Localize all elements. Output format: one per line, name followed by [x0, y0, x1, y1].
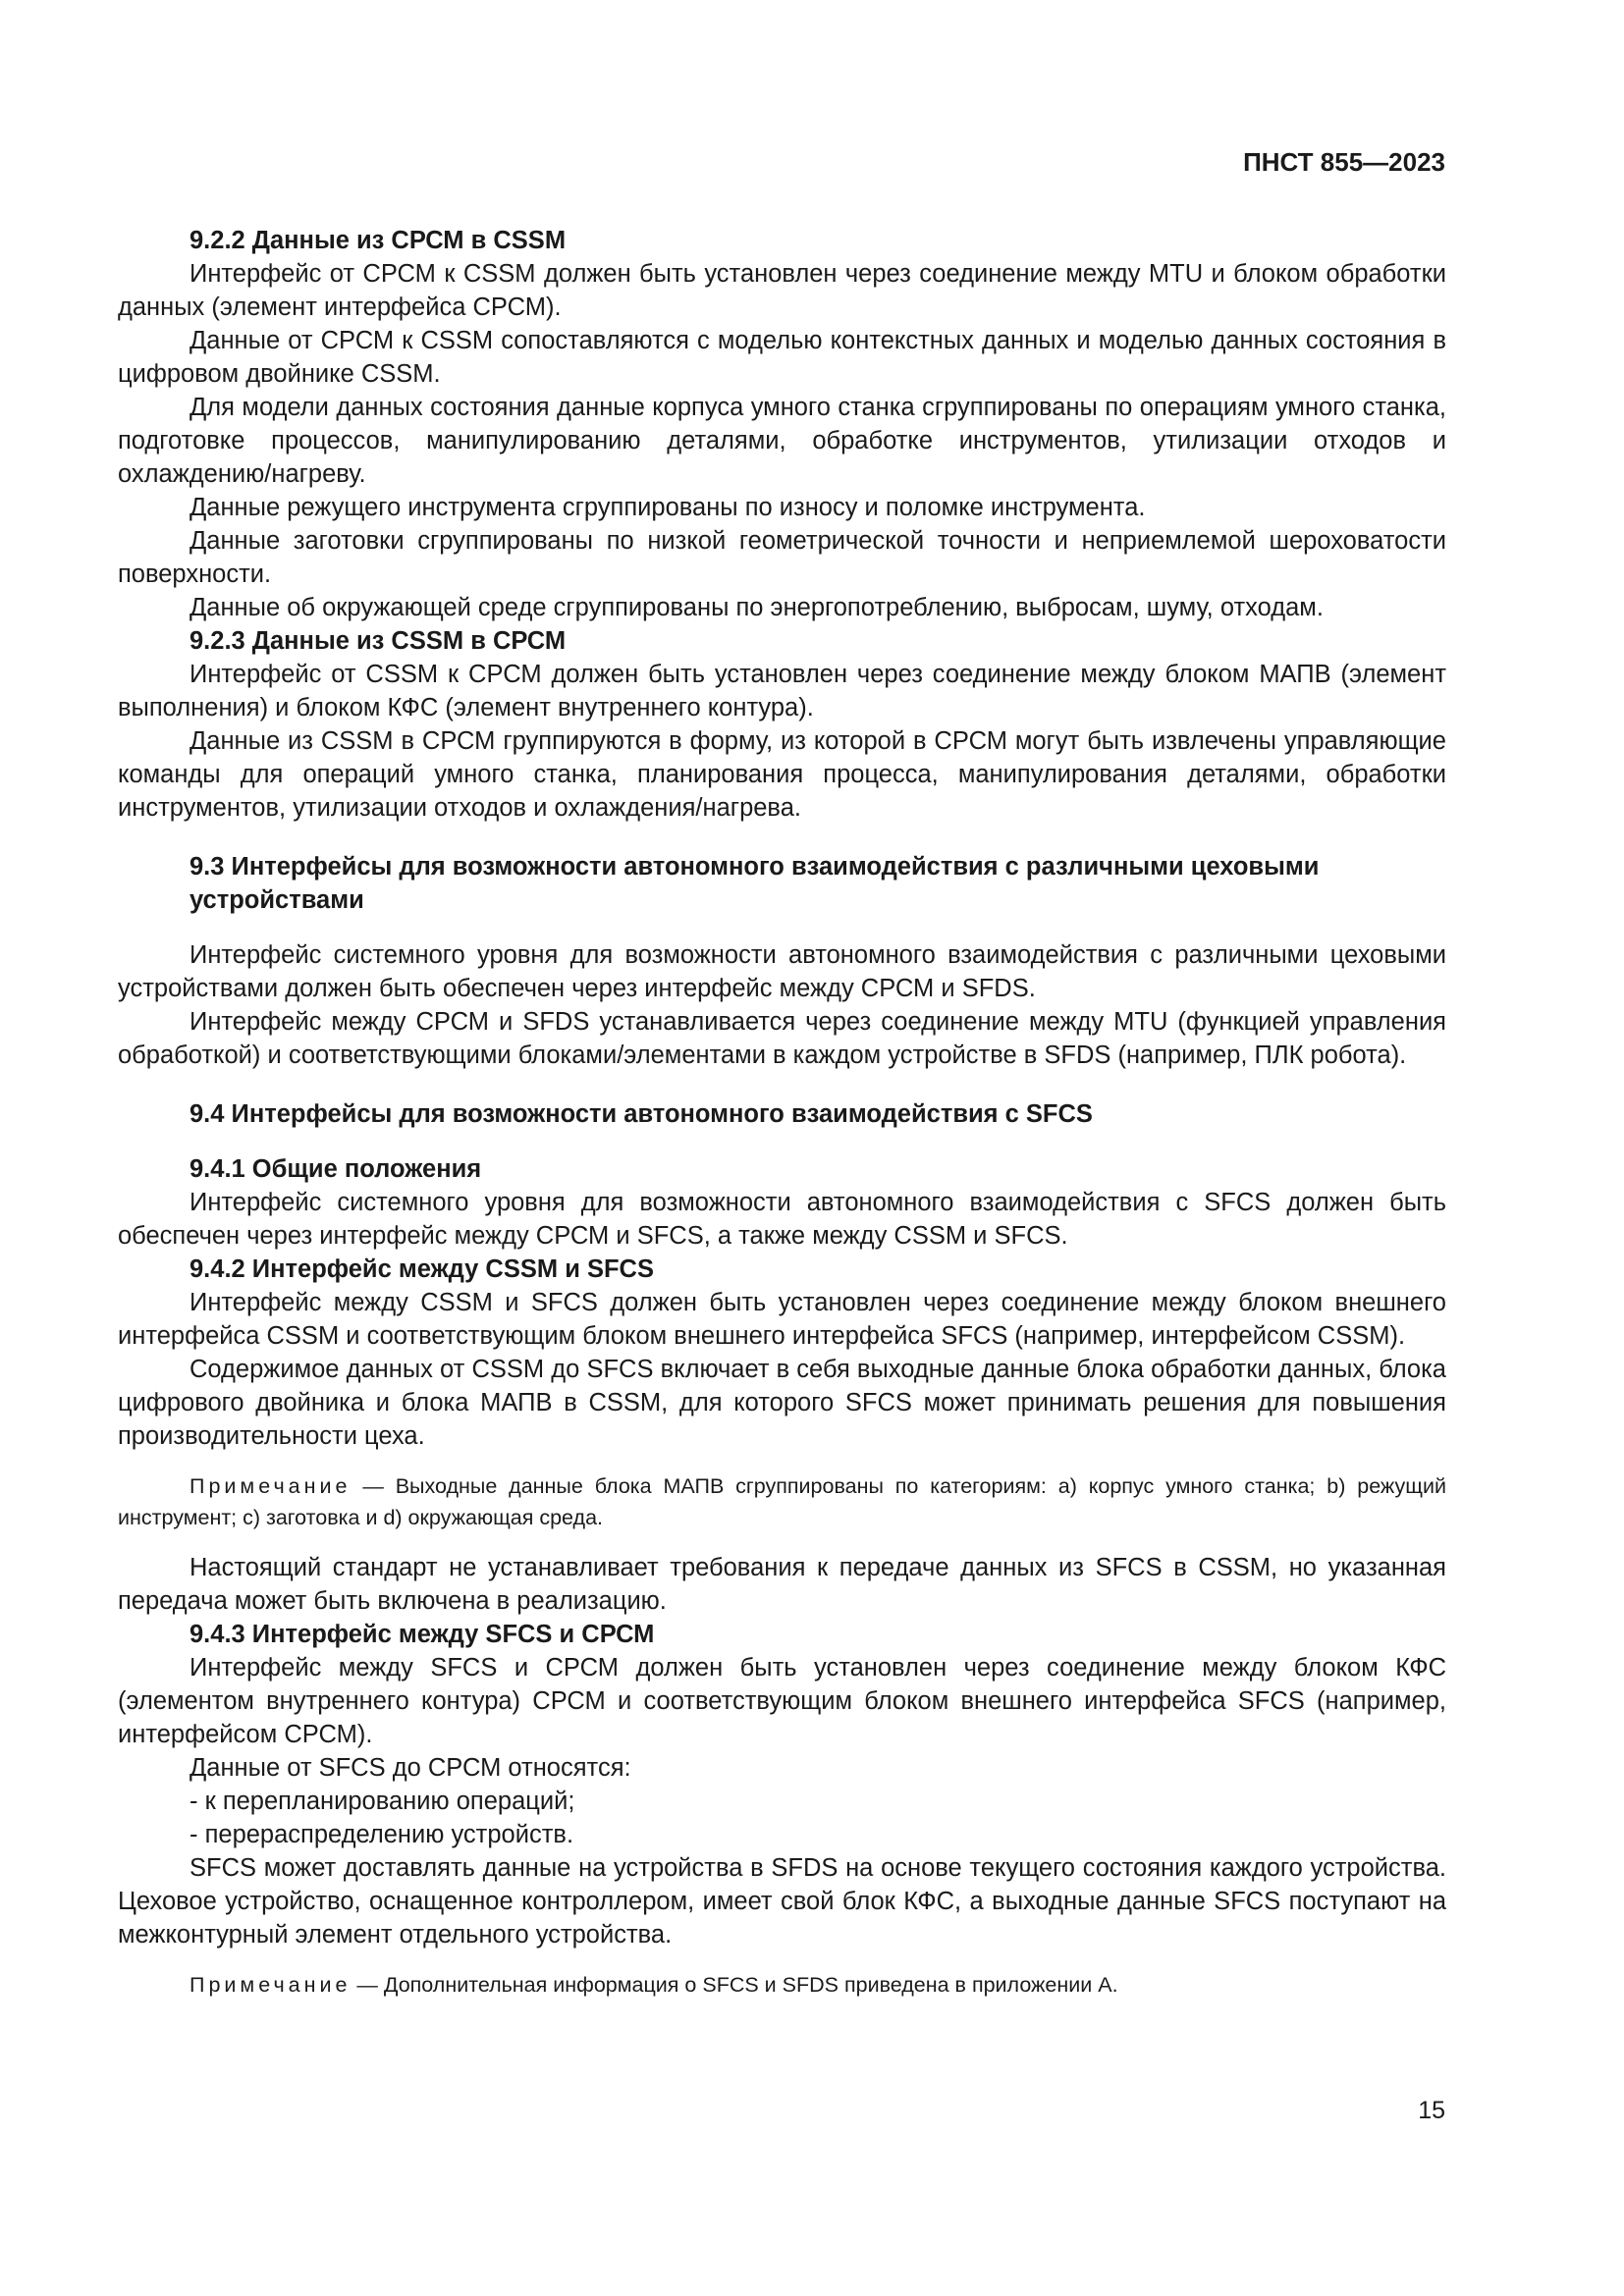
paragraph: Данные заготовки сгруппированы по низкой геометрической точности и неприемлемой шероховатости поверхности. — [118, 527, 1446, 588]
heading-9-4-3: 9.4.3 Интерфейс между SFCS и СРСМ — [189, 1621, 655, 1648]
note-text: — Выходные данные блока МАПВ сгруппированы по категориям: a) корпус умного станка; b) режущий инструмент; c) заготовка и d) окружающая среда. — [118, 1474, 1446, 1529]
heading-9-4-2: 9.4.2 Интерфейс между CSSM и SFCS — [189, 1255, 654, 1283]
paragraph: Настоящий стандарт не устанавливает требования к передаче данных из SFCS в CSSM, но указанная передача может быть включена в реализацию. — [118, 1554, 1446, 1615]
heading-9-4: 9.4 Интерфейсы для возможности автономного взаимодействия с SFCS — [189, 1100, 1093, 1128]
note-text: — Дополнительная информация о SFCS и SFDS приведена в приложении А. — [351, 1973, 1118, 1997]
paragraph: Интерфейс от CSSM к СРСМ должен быть установлен через соединение между блоком МАПВ (элемент выполнения) и блоком КФС (элемент внутреннего контура). — [118, 661, 1446, 721]
paragraph: Интерфейс между СРСМ и SFDS устанавливается через соединение между MTU (функцией управления обработкой) и соответствующими блоками/элементами в каждом устройстве в SFDS (например, ПЛК робота). — [118, 1008, 1446, 1069]
paragraph: Данные от SFCS до СРСМ относятся: — [189, 1754, 631, 1782]
note — [118, 1470, 1446, 1533]
heading-9-4-1: 9.4.1 Общие положения — [189, 1155, 482, 1183]
heading-9-3 — [118, 850, 1446, 917]
document-id: ПНСТ 855—2023 — [1243, 147, 1445, 177]
paragraph: Интерфейс системного уровня для возможности автономного взаимодействия с SFCS должен быть обеспечен через интерфейс между СРСМ и SFCS, а также между CSSM и SFCS. — [118, 1189, 1446, 1250]
paragraph: Данные от СРСМ к CSSM сопоставляются с моделью контекстных данных и моделью данных состояния в цифровом двойнике CSSM. — [118, 327, 1446, 388]
heading-9-3-line1: 9.3 Интерфейсы для возможности автономного взаимодействия с различными цеховыми — [189, 853, 1320, 881]
paragraph: Содержимое данных от CSSM до SFCS включает в себя выходные данные блока обработки данных, блока цифрового двойника и блока МАПВ в CSSM, для которого SFCS может принимать решения для повышения производительности цеха. — [118, 1356, 1446, 1450]
paragraph: Данные из CSSM в СРСМ группируются в форму, из которой в СРСМ могут быть извлечены управляющие команды для операций умного станка, планирования процесса, манипулирования деталями, обработки инструментов, утилизации отходов и охлаждения/нагрева. — [118, 727, 1446, 822]
paragraph: Интерфейс от СРСМ к CSSM должен быть установлен через соединение между MTU и блоком обработки данных (элемент интерфейса СРСМ). — [118, 260, 1446, 321]
page-content — [118, 224, 1446, 2001]
list-item: - перераспределению устройств. — [189, 1821, 574, 1848]
note-label: Примечание — [189, 1474, 352, 1498]
list-item: - к перепланированию операций; — [189, 1788, 575, 1815]
paragraph: Для модели данных состояния данные корпуса умного станка сгруппированы по операциям умного станка, подготовке процессов, манипулированию деталями, обработке инструментов, утилизации отходов и охлаждению/нагреву. — [118, 394, 1446, 488]
paragraph: Интерфейс между CSSM и SFCS должен быть установлен через соединение между блоком внешнего интерфейса CSSM и соответствующим блоком внешнего интерфейса SFCS (например, интерфейсом CSSM). — [118, 1289, 1446, 1350]
paragraph: SFCS может доставлять данные на устройства в SFDS на основе текущего состояния каждого устройства. Цеховое устройство, оснащенное контроллером, имеет свой блок КФС, а выходные данные SFCS поступают на межконтурный элемент отдельного устройства. — [118, 1854, 1446, 1949]
page-number: 15 — [1418, 2097, 1445, 2124]
paragraph: Данные об окружающей среде сгруппированы по энергопотреблению, выбросам, шуму, отходам. — [189, 594, 1324, 621]
paragraph: Интерфейс между SFCS и СРСМ должен быть установлен через соединение между блоком КФС (элементом внутреннего контура) СРСМ и соответствующим блоком внешнего интерфейса SFCS (например, интерфейсом СРСМ). — [118, 1654, 1446, 1748]
paragraph: Интерфейс системного уровня для возможности автономного взаимодействия с различными цеховыми устройствами должен быть обеспечен через интерфейс между СРСМ и SFDS. — [118, 941, 1446, 1002]
note — [118, 1969, 1446, 2001]
note-label: Примечание — [189, 1973, 352, 1997]
paragraph: Данные режущего инструмента сгруппированы по износу и поломке инструмента. — [189, 494, 1146, 521]
heading-9-2-3: 9.2.3 Данные из CSSM в СРСМ — [189, 627, 567, 655]
heading-9-3-line2: устройствами — [189, 886, 364, 914]
heading-9-2-2: 9.2.2 Данные из СРСМ в CSSM — [189, 227, 567, 254]
